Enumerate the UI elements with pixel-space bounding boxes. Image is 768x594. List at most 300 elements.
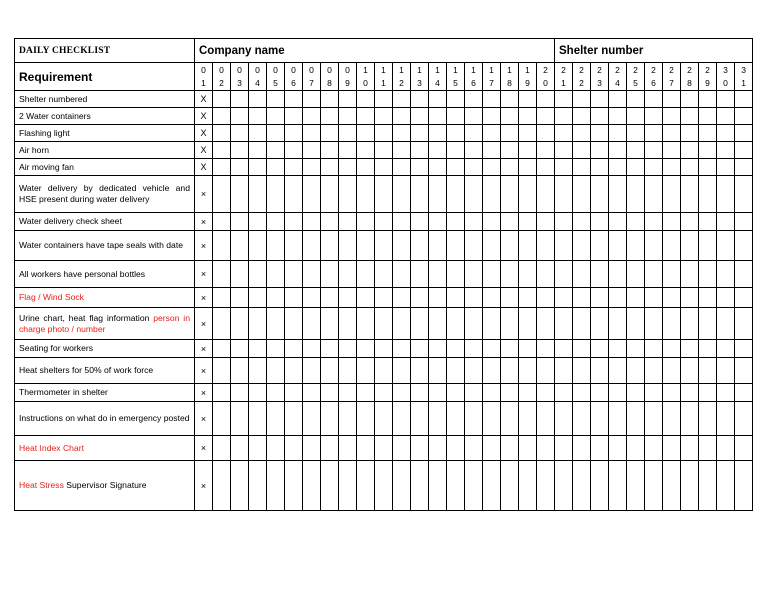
check-cell[interactable]	[231, 461, 249, 511]
check-cell[interactable]	[339, 461, 357, 511]
check-cell[interactable]	[501, 384, 519, 402]
check-cell[interactable]	[393, 159, 411, 176]
check-cell[interactable]	[375, 308, 393, 340]
check-cell[interactable]	[663, 91, 681, 108]
shelter-number-field[interactable]: Shelter number	[555, 39, 753, 63]
check-cell[interactable]	[249, 436, 267, 461]
check-cell[interactable]	[555, 213, 573, 231]
check-cell[interactable]	[717, 358, 735, 384]
check-cell[interactable]	[573, 231, 591, 261]
check-cell[interactable]	[231, 91, 249, 108]
check-cell[interactable]	[645, 436, 663, 461]
check-cell[interactable]	[645, 91, 663, 108]
check-cell[interactable]	[249, 288, 267, 308]
check-cell[interactable]	[231, 288, 249, 308]
check-cell[interactable]	[249, 261, 267, 288]
check-cell[interactable]	[519, 142, 537, 159]
check-cell[interactable]	[609, 308, 627, 340]
check-cell[interactable]	[663, 288, 681, 308]
check-cell[interactable]	[717, 340, 735, 358]
check-cell[interactable]	[249, 125, 267, 142]
check-cell[interactable]	[483, 288, 501, 308]
check-cell[interactable]	[375, 159, 393, 176]
check-cell[interactable]	[429, 288, 447, 308]
check-cell[interactable]	[699, 340, 717, 358]
check-cell[interactable]	[735, 384, 753, 402]
check-cell[interactable]	[483, 213, 501, 231]
check-cell[interactable]	[501, 108, 519, 125]
check-cell[interactable]	[555, 308, 573, 340]
check-cell[interactable]	[285, 384, 303, 402]
check-cell[interactable]	[303, 261, 321, 288]
check-cell[interactable]	[357, 288, 375, 308]
check-cell[interactable]	[267, 125, 285, 142]
check-cell[interactable]	[609, 142, 627, 159]
check-cell[interactable]	[303, 159, 321, 176]
check-cell[interactable]	[663, 402, 681, 436]
check-cell[interactable]	[447, 159, 465, 176]
check-mark[interactable]: ×	[195, 384, 213, 402]
check-cell[interactable]	[375, 436, 393, 461]
check-cell[interactable]	[339, 436, 357, 461]
check-cell[interactable]	[447, 108, 465, 125]
check-cell[interactable]	[357, 125, 375, 142]
check-mark[interactable]: ×	[195, 436, 213, 461]
check-mark[interactable]: ×	[195, 402, 213, 436]
check-cell[interactable]	[393, 231, 411, 261]
check-cell[interactable]	[339, 213, 357, 231]
check-cell[interactable]	[537, 358, 555, 384]
check-cell[interactable]	[537, 159, 555, 176]
check-cell[interactable]	[609, 384, 627, 402]
check-cell[interactable]	[447, 461, 465, 511]
check-cell[interactable]	[681, 261, 699, 288]
check-cell[interactable]	[339, 261, 357, 288]
check-cell[interactable]	[699, 436, 717, 461]
check-cell[interactable]	[555, 159, 573, 176]
check-cell[interactable]	[627, 340, 645, 358]
check-cell[interactable]	[501, 213, 519, 231]
check-cell[interactable]	[393, 436, 411, 461]
check-cell[interactable]	[303, 108, 321, 125]
check-cell[interactable]	[411, 384, 429, 402]
check-cell[interactable]	[573, 91, 591, 108]
check-cell[interactable]	[393, 261, 411, 288]
check-cell[interactable]	[591, 125, 609, 142]
check-cell[interactable]	[231, 340, 249, 358]
check-cell[interactable]	[231, 176, 249, 213]
check-cell[interactable]	[393, 108, 411, 125]
check-cell[interactable]	[213, 288, 231, 308]
check-cell[interactable]	[231, 261, 249, 288]
check-cell[interactable]	[447, 402, 465, 436]
check-cell[interactable]	[231, 231, 249, 261]
company-name-field[interactable]: Company name	[195, 39, 555, 63]
check-cell[interactable]	[339, 91, 357, 108]
check-cell[interactable]	[357, 213, 375, 231]
check-cell[interactable]	[411, 436, 429, 461]
check-cell[interactable]	[357, 308, 375, 340]
check-cell[interactable]	[447, 91, 465, 108]
check-cell[interactable]	[411, 358, 429, 384]
check-cell[interactable]	[699, 159, 717, 176]
check-cell[interactable]	[411, 142, 429, 159]
check-cell[interactable]	[429, 125, 447, 142]
check-cell[interactable]	[519, 308, 537, 340]
check-cell[interactable]	[285, 402, 303, 436]
check-cell[interactable]	[429, 340, 447, 358]
check-cell[interactable]	[411, 125, 429, 142]
check-cell[interactable]	[267, 176, 285, 213]
check-cell[interactable]	[519, 231, 537, 261]
check-cell[interactable]	[681, 461, 699, 511]
check-cell[interactable]	[609, 358, 627, 384]
check-cell[interactable]	[681, 231, 699, 261]
check-cell[interactable]	[555, 261, 573, 288]
check-cell[interactable]	[375, 91, 393, 108]
check-cell[interactable]	[393, 176, 411, 213]
check-cell[interactable]	[627, 125, 645, 142]
check-cell[interactable]	[249, 108, 267, 125]
check-cell[interactable]	[321, 402, 339, 436]
check-cell[interactable]	[699, 308, 717, 340]
check-cell[interactable]	[321, 125, 339, 142]
check-cell[interactable]	[627, 384, 645, 402]
check-cell[interactable]	[249, 308, 267, 340]
check-cell[interactable]	[681, 176, 699, 213]
check-mark[interactable]: ×	[195, 176, 213, 213]
check-cell[interactable]	[717, 261, 735, 288]
check-cell[interactable]	[411, 91, 429, 108]
check-cell[interactable]	[681, 288, 699, 308]
check-cell[interactable]	[231, 358, 249, 384]
check-cell[interactable]	[735, 308, 753, 340]
check-cell[interactable]	[555, 358, 573, 384]
check-cell[interactable]	[465, 288, 483, 308]
check-cell[interactable]	[699, 288, 717, 308]
check-mark[interactable]: X	[195, 159, 213, 176]
check-cell[interactable]	[609, 125, 627, 142]
check-cell[interactable]	[627, 461, 645, 511]
check-cell[interactable]	[645, 340, 663, 358]
check-cell[interactable]	[303, 308, 321, 340]
check-cell[interactable]	[249, 384, 267, 402]
check-cell[interactable]	[375, 142, 393, 159]
check-cell[interactable]	[285, 340, 303, 358]
check-cell[interactable]	[483, 176, 501, 213]
check-cell[interactable]	[357, 108, 375, 125]
check-mark[interactable]: ×	[195, 231, 213, 261]
check-cell[interactable]	[285, 436, 303, 461]
check-cell[interactable]	[267, 261, 285, 288]
check-cell[interactable]	[573, 288, 591, 308]
check-cell[interactable]	[213, 125, 231, 142]
check-cell[interactable]	[537, 384, 555, 402]
check-cell[interactable]	[375, 176, 393, 213]
check-cell[interactable]	[483, 108, 501, 125]
check-cell[interactable]	[249, 358, 267, 384]
check-cell[interactable]	[339, 340, 357, 358]
check-cell[interactable]	[465, 384, 483, 402]
check-cell[interactable]	[357, 358, 375, 384]
check-cell[interactable]	[717, 384, 735, 402]
check-cell[interactable]	[447, 340, 465, 358]
check-cell[interactable]	[591, 261, 609, 288]
check-cell[interactable]	[321, 340, 339, 358]
check-mark[interactable]: ×	[195, 461, 213, 511]
check-cell[interactable]	[573, 358, 591, 384]
check-cell[interactable]	[339, 231, 357, 261]
check-cell[interactable]	[429, 461, 447, 511]
check-cell[interactable]	[267, 308, 285, 340]
check-cell[interactable]	[555, 402, 573, 436]
check-cell[interactable]	[501, 436, 519, 461]
check-cell[interactable]	[519, 108, 537, 125]
check-cell[interactable]	[609, 340, 627, 358]
check-cell[interactable]	[501, 159, 519, 176]
check-cell[interactable]	[447, 261, 465, 288]
check-cell[interactable]	[519, 213, 537, 231]
check-cell[interactable]	[339, 402, 357, 436]
check-cell[interactable]	[357, 461, 375, 511]
check-cell[interactable]	[573, 308, 591, 340]
check-cell[interactable]	[285, 213, 303, 231]
check-cell[interactable]	[699, 384, 717, 402]
check-cell[interactable]	[339, 176, 357, 213]
check-cell[interactable]	[483, 461, 501, 511]
check-cell[interactable]	[681, 142, 699, 159]
check-cell[interactable]	[249, 176, 267, 213]
check-cell[interactable]	[609, 436, 627, 461]
check-cell[interactable]	[303, 436, 321, 461]
check-cell[interactable]	[663, 231, 681, 261]
check-cell[interactable]	[267, 91, 285, 108]
check-cell[interactable]	[213, 213, 231, 231]
check-cell[interactable]	[591, 402, 609, 436]
check-mark[interactable]: ×	[195, 308, 213, 340]
check-cell[interactable]	[591, 461, 609, 511]
check-mark[interactable]: X	[195, 91, 213, 108]
check-cell[interactable]	[483, 231, 501, 261]
check-cell[interactable]	[321, 461, 339, 511]
check-cell[interactable]	[303, 125, 321, 142]
check-cell[interactable]	[285, 125, 303, 142]
check-cell[interactable]	[663, 308, 681, 340]
check-cell[interactable]	[537, 108, 555, 125]
check-cell[interactable]	[537, 91, 555, 108]
check-cell[interactable]	[699, 402, 717, 436]
check-cell[interactable]	[339, 108, 357, 125]
check-cell[interactable]	[591, 358, 609, 384]
check-cell[interactable]	[717, 213, 735, 231]
check-cell[interactable]	[465, 213, 483, 231]
check-cell[interactable]	[537, 340, 555, 358]
check-cell[interactable]	[213, 436, 231, 461]
check-cell[interactable]	[303, 91, 321, 108]
check-cell[interactable]	[591, 159, 609, 176]
check-cell[interactable]	[699, 461, 717, 511]
check-cell[interactable]	[591, 213, 609, 231]
check-cell[interactable]	[321, 142, 339, 159]
check-cell[interactable]	[627, 108, 645, 125]
check-cell[interactable]	[357, 142, 375, 159]
check-cell[interactable]	[393, 358, 411, 384]
check-cell[interactable]	[321, 358, 339, 384]
check-cell[interactable]	[537, 436, 555, 461]
check-cell[interactable]	[303, 288, 321, 308]
check-cell[interactable]	[519, 261, 537, 288]
check-cell[interactable]	[735, 461, 753, 511]
check-cell[interactable]	[609, 231, 627, 261]
check-cell[interactable]	[249, 159, 267, 176]
check-cell[interactable]	[573, 176, 591, 213]
check-cell[interactable]	[645, 231, 663, 261]
check-cell[interactable]	[321, 261, 339, 288]
check-cell[interactable]	[375, 340, 393, 358]
check-cell[interactable]	[627, 288, 645, 308]
check-cell[interactable]	[645, 402, 663, 436]
check-cell[interactable]	[555, 125, 573, 142]
check-cell[interactable]	[393, 288, 411, 308]
check-cell[interactable]	[411, 176, 429, 213]
check-cell[interactable]	[519, 384, 537, 402]
check-cell[interactable]	[393, 142, 411, 159]
check-cell[interactable]	[357, 176, 375, 213]
check-cell[interactable]	[573, 108, 591, 125]
check-cell[interactable]	[717, 108, 735, 125]
check-cell[interactable]	[645, 108, 663, 125]
check-cell[interactable]	[717, 176, 735, 213]
check-cell[interactable]	[591, 288, 609, 308]
check-cell[interactable]	[537, 402, 555, 436]
check-cell[interactable]	[375, 261, 393, 288]
check-cell[interactable]	[609, 176, 627, 213]
check-cell[interactable]	[303, 461, 321, 511]
check-cell[interactable]	[627, 308, 645, 340]
check-cell[interactable]	[735, 176, 753, 213]
check-cell[interactable]	[591, 231, 609, 261]
check-cell[interactable]	[501, 358, 519, 384]
check-cell[interactable]	[735, 358, 753, 384]
check-cell[interactable]	[735, 402, 753, 436]
check-cell[interactable]	[429, 213, 447, 231]
check-cell[interactable]	[735, 125, 753, 142]
check-cell[interactable]	[537, 142, 555, 159]
check-cell[interactable]	[555, 142, 573, 159]
check-cell[interactable]	[429, 91, 447, 108]
check-cell[interactable]	[591, 340, 609, 358]
check-cell[interactable]	[501, 142, 519, 159]
check-cell[interactable]	[465, 436, 483, 461]
check-cell[interactable]	[447, 231, 465, 261]
check-cell[interactable]	[267, 288, 285, 308]
check-cell[interactable]	[375, 402, 393, 436]
check-cell[interactable]	[627, 402, 645, 436]
check-cell[interactable]	[573, 213, 591, 231]
check-cell[interactable]	[717, 402, 735, 436]
check-cell[interactable]	[429, 402, 447, 436]
check-cell[interactable]	[699, 125, 717, 142]
check-cell[interactable]	[465, 402, 483, 436]
check-cell[interactable]	[465, 91, 483, 108]
check-cell[interactable]	[465, 108, 483, 125]
check-cell[interactable]	[429, 142, 447, 159]
check-cell[interactable]	[735, 288, 753, 308]
check-cell[interactable]	[465, 142, 483, 159]
check-cell[interactable]	[447, 308, 465, 340]
check-cell[interactable]	[663, 142, 681, 159]
check-cell[interactable]	[627, 142, 645, 159]
check-cell[interactable]	[393, 91, 411, 108]
check-cell[interactable]	[429, 159, 447, 176]
check-cell[interactable]	[483, 402, 501, 436]
check-cell[interactable]	[555, 436, 573, 461]
check-cell[interactable]	[267, 402, 285, 436]
check-cell[interactable]	[375, 358, 393, 384]
check-cell[interactable]	[555, 384, 573, 402]
check-cell[interactable]	[555, 91, 573, 108]
check-cell[interactable]	[249, 231, 267, 261]
check-cell[interactable]	[735, 91, 753, 108]
check-cell[interactable]	[249, 402, 267, 436]
check-cell[interactable]	[267, 340, 285, 358]
check-cell[interactable]	[735, 213, 753, 231]
check-cell[interactable]	[465, 125, 483, 142]
check-cell[interactable]	[303, 231, 321, 261]
check-cell[interactable]	[645, 288, 663, 308]
check-cell[interactable]	[429, 358, 447, 384]
check-cell[interactable]	[213, 308, 231, 340]
check-cell[interactable]	[267, 108, 285, 125]
check-cell[interactable]	[429, 231, 447, 261]
check-cell[interactable]	[609, 288, 627, 308]
check-cell[interactable]	[411, 108, 429, 125]
check-cell[interactable]	[411, 308, 429, 340]
check-cell[interactable]	[393, 384, 411, 402]
check-cell[interactable]	[627, 91, 645, 108]
check-cell[interactable]	[519, 176, 537, 213]
check-cell[interactable]	[285, 108, 303, 125]
check-cell[interactable]	[591, 436, 609, 461]
check-cell[interactable]	[249, 91, 267, 108]
check-cell[interactable]	[699, 231, 717, 261]
check-cell[interactable]	[573, 384, 591, 402]
check-cell[interactable]	[735, 142, 753, 159]
check-cell[interactable]	[393, 308, 411, 340]
check-cell[interactable]	[591, 142, 609, 159]
check-cell[interactable]	[483, 159, 501, 176]
check-cell[interactable]	[609, 213, 627, 231]
check-cell[interactable]	[339, 142, 357, 159]
check-cell[interactable]	[663, 159, 681, 176]
check-cell[interactable]	[321, 288, 339, 308]
check-cell[interactable]	[393, 213, 411, 231]
check-cell[interactable]	[375, 125, 393, 142]
check-cell[interactable]	[735, 231, 753, 261]
check-cell[interactable]	[519, 288, 537, 308]
check-cell[interactable]	[717, 308, 735, 340]
check-cell[interactable]	[285, 176, 303, 213]
check-cell[interactable]	[267, 384, 285, 402]
check-cell[interactable]	[267, 213, 285, 231]
check-cell[interactable]	[573, 125, 591, 142]
check-cell[interactable]	[465, 176, 483, 213]
check-cell[interactable]	[213, 384, 231, 402]
check-cell[interactable]	[681, 358, 699, 384]
check-cell[interactable]	[537, 125, 555, 142]
check-cell[interactable]	[537, 231, 555, 261]
check-cell[interactable]	[735, 261, 753, 288]
